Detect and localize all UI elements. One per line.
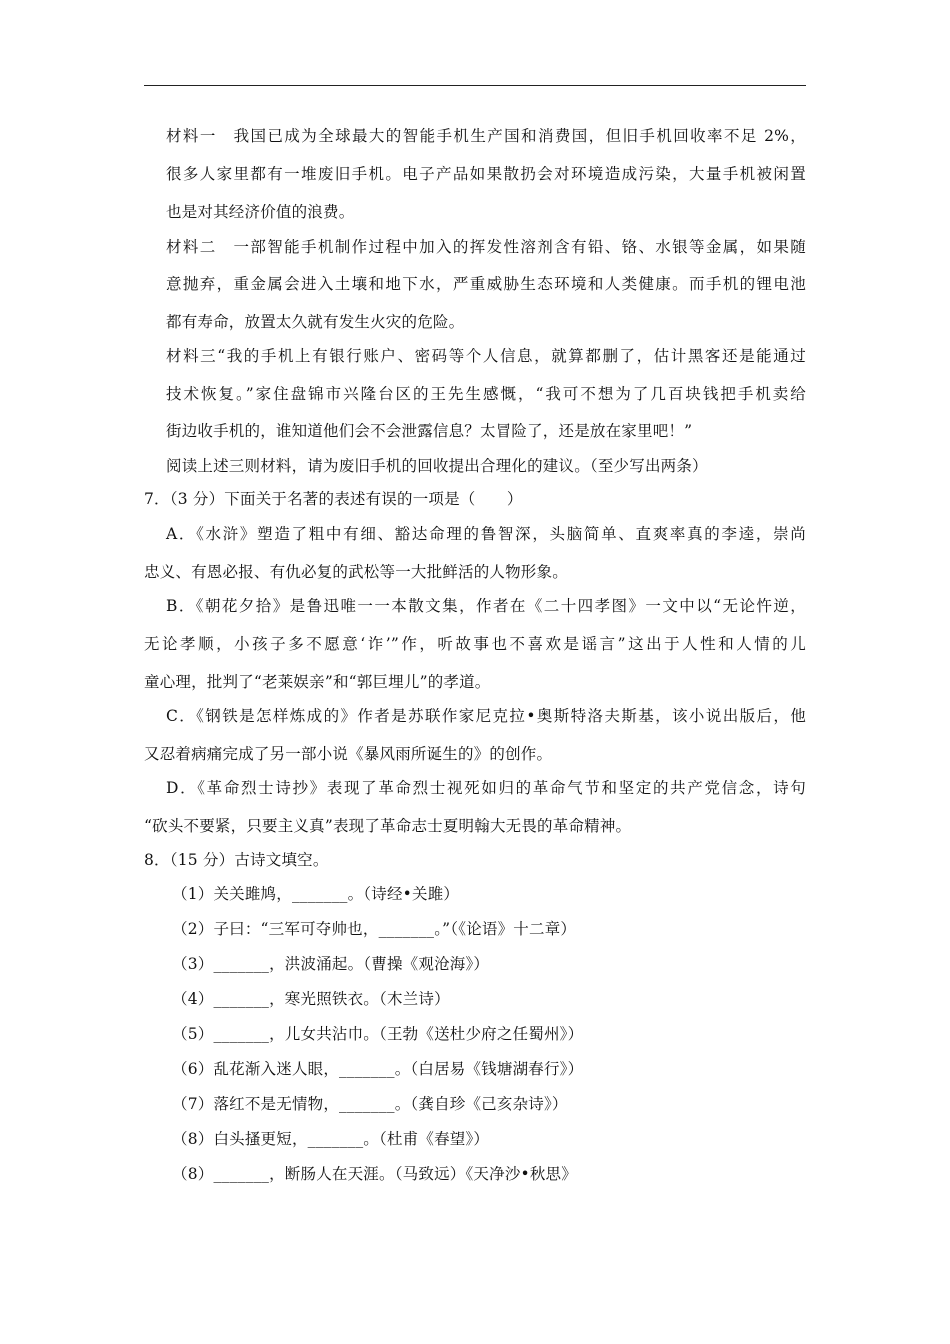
q8-item-6: （6）乱花渐入迷人眼，_______。（白居易《钱塘湖春行》） bbox=[172, 1060, 584, 1078]
q7-option-d-line-2: “砍头不要紧，只要主义真”表现了革命志士夏明翰大无畏的革命精神。 bbox=[144, 817, 632, 835]
q8-item-2: （2）子曰：“三军可夺帅也，_______。”（《论语》十二章） bbox=[172, 920, 577, 938]
q7-option-b-line-1: B．《朝花夕拾》是鲁迅唯一一本散文集，作者在《二十四孝图》一文中以“无论忤逆， bbox=[166, 597, 806, 615]
material-1-line-1: 材料一 我国已成为全球最大的智能手机生产国和消费国，但旧手机回收率不足 2%， bbox=[166, 127, 806, 145]
material-2-line-2: 意抛弃，重金属会进入土壤和地下水，严重威胁生态环境和人类健康。而手机的锂电池 bbox=[166, 275, 806, 293]
q7-option-a-line-2: 忠义、有恩必报、有仇必复的武松等一大批鲜活的人物形象。 bbox=[144, 563, 568, 581]
q7-stem: 7．（3 分）下面关于名著的表述有误的一项是（ ） bbox=[144, 490, 523, 508]
material-1-line-2: 很多人家里都有一堆废旧手机。电子产品如果散扔会对环境造成污染，大量手机被闲置 bbox=[166, 165, 806, 183]
q8-item-1: （1）关关雎鸠，_______。（诗经•关雎） bbox=[172, 885, 460, 903]
material-prompt: 阅读上述三则材料，请为废旧手机的回收提出合理化的建议。（至少写出两条） bbox=[166, 457, 708, 475]
q7-option-b-line-2: 无论孝顺，小孩子多不愿意‘诈’”作，听故事也不喜欢是谣言”这出于人性和人情的儿 bbox=[144, 635, 806, 653]
q8-item-7: （7）落红不是无情物，_______。（龚自珍《己亥杂诗》） bbox=[172, 1095, 568, 1113]
material-3-line-1: 材料三“我的手机上有银行账户、密码等个人信息，就算都删了，估计黑客还是能通过 bbox=[166, 347, 806, 365]
q8-item-5: （5）_______，儿女共沾巾。（王勃《送杜少府之任蜀州》） bbox=[172, 1025, 584, 1043]
material-1-line-3: 也是对其经济价值的浪费。 bbox=[166, 203, 355, 221]
q8-item-8: （8）白头搔更短，_______。（杜甫《春望》） bbox=[172, 1130, 490, 1148]
material-3-line-3: 街边收手机的，谁知道他们会不会泄露信息？太冒险了，还是放在家里吧！” bbox=[166, 422, 693, 440]
q8-item-9: （8）_______，断肠人在天涯。（马致远）《天净沙•秋思》 bbox=[172, 1165, 577, 1183]
q7-option-a-line-1: A．《水浒》塑造了粗中有细、豁达命理的鲁智深，头脑简单、直爽率真的李逵，崇尚 bbox=[166, 525, 806, 543]
material-2-line-1: 材料二 一部智能手机制作过程中加入的挥发性溶剂含有铅、铬、水银等金属，如果随 bbox=[166, 238, 806, 256]
q7-option-d-line-1: D．《革命烈士诗抄》表现了革命烈士视死如归的革命气节和坚定的共产党信念，诗句 bbox=[166, 779, 806, 797]
material-2-line-3: 都有寿命，放置太久就有发生火灾的危险。 bbox=[166, 313, 465, 331]
header-rule bbox=[144, 85, 806, 86]
q7-option-c-line-1: C．《钢铁是怎样炼成的》作者是苏联作家尼克拉•奥斯特洛夫斯基，该小说出版后，他 bbox=[166, 707, 806, 725]
q7-option-b-line-3: 童心理，批判了“老莱娱亲”和“郭巨埋儿”的孝道。 bbox=[144, 673, 491, 691]
q8-item-4: （4）_______，寒光照铁衣。（木兰诗） bbox=[172, 990, 450, 1008]
q7-option-c-line-2: 又忍着病痛完成了另一部小说《暴风雨所诞生的》的创作。 bbox=[144, 745, 553, 763]
q8-item-3: （3）_______，洪波涌起。（曹操《观沧海》） bbox=[172, 955, 490, 973]
material-3-line-2: 技术恢复。”家住盘锦市兴隆台区的王先生感慨，“我可不想为了几百块钱把手机卖给 bbox=[166, 385, 806, 403]
q8-stem: 8．（15 分）古诗文填空。 bbox=[144, 851, 329, 869]
